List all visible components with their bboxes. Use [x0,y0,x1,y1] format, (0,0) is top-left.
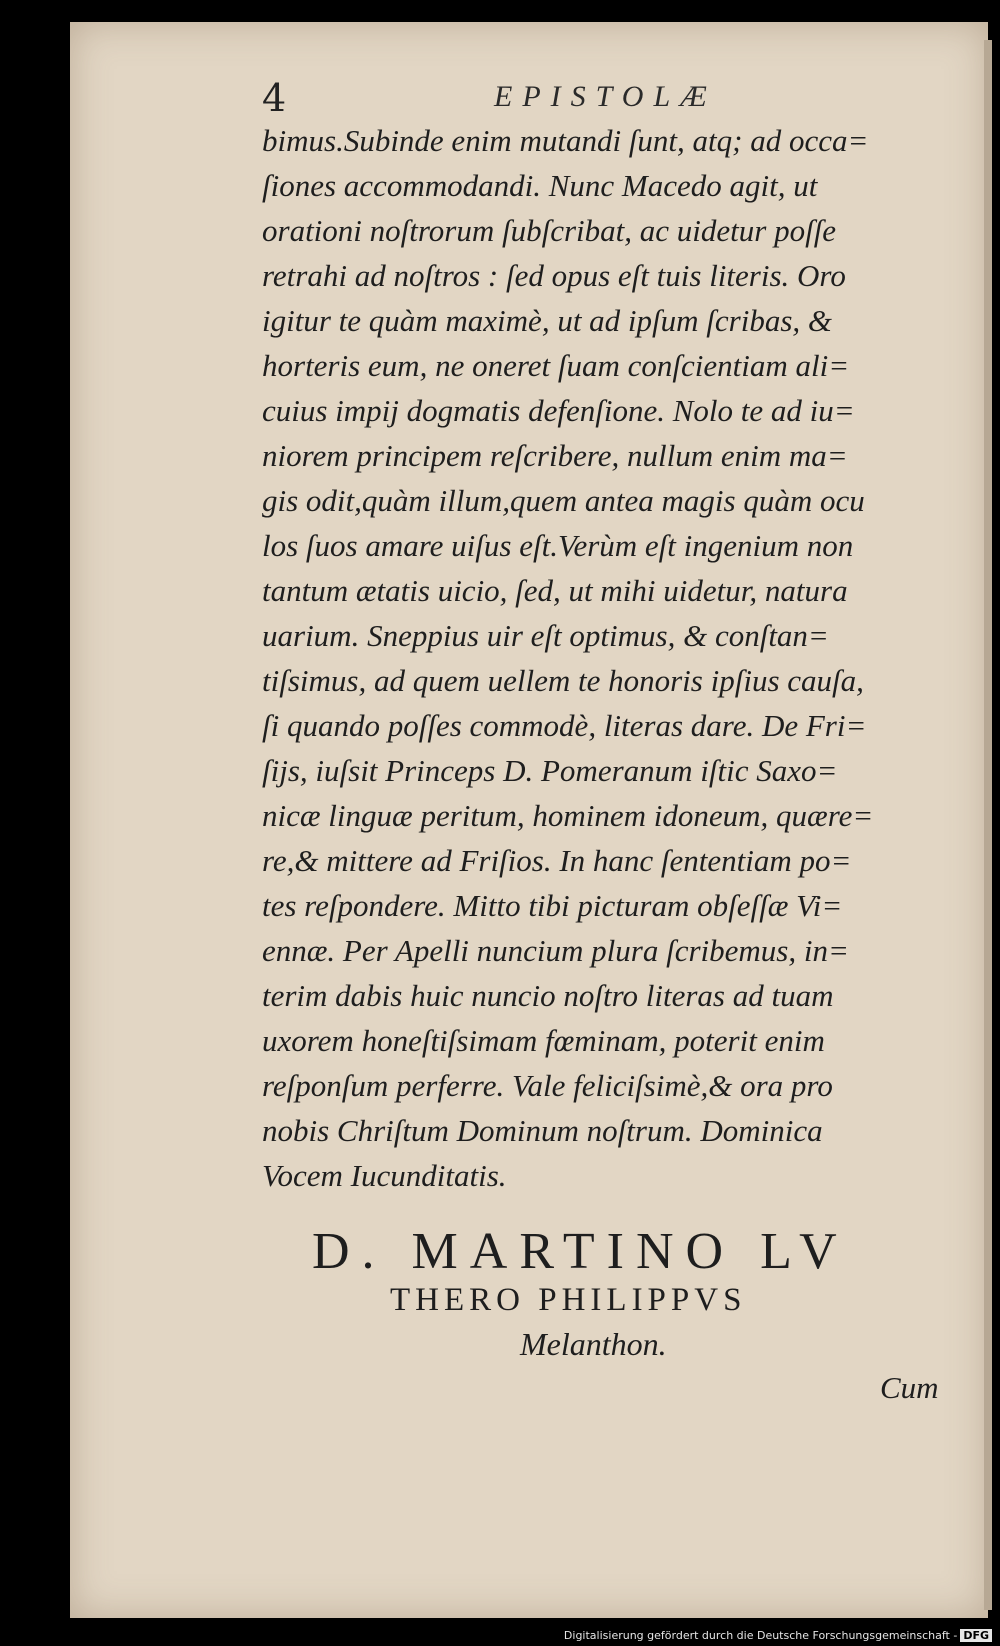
letter-heading-line-3: Melanthon. [520,1326,667,1362]
text-line: cuius impij dogmatis defenſione. Nolo te ad iu= [262,393,855,428]
dfg-logo: DFG [960,1629,992,1642]
text-line: igitur te quàm maximè, ut ad ipſum ſcribas, & [262,303,833,338]
page-edge [984,40,992,1610]
text-line: retrahi ad noſtros : ſed opus eſt tuis literis. Oro [262,258,846,293]
text-line: tantum ætatis uicio, ſed, ut mihi uidetur, natura [262,573,848,608]
text-line: ſiones accommodandi. Nunc Macedo agit, ut [262,168,818,203]
text-line: los ſuos amare uiſus eſt.Verùm eſt ingenium non [262,528,854,563]
text-line: horteris eum, ne oneret ſuam conſcientiam ali= [262,348,850,383]
text-line: ſijs, iuſsit Princeps D. Pomeranum iſtic Saxo= [262,753,838,788]
text-line: tiſsimus, ad quem uellem te honoris ipſius cauſa, [262,663,864,698]
catchword: Cum [880,1370,939,1405]
digitization-footer [564,1629,992,1642]
running-title: EPISTOLÆ [494,80,717,113]
letter-body [262,118,962,1198]
footer-text: Digitalisierung gefördert durch die Deutsche Forschungsgemeinschaft - [563,1629,958,1642]
text-line: Vocem Iucunditatis. [262,1158,507,1193]
letter-heading-line-1: D. MARTINO LV [312,1223,849,1280]
text-line: terim dabis huic nuncio noſtro literas ad tuam [262,978,834,1013]
text-line: nobis Chriſtum Dominum noſtrum. Dominica [262,1113,823,1148]
text-line: tes reſpondere. Mitto tibi picturam obſeſſæ Vi= [262,888,843,923]
letter-heading-line-2: THERO PHILIPPVS [390,1282,747,1318]
text-line: uxorem honeſtiſsimam fœminam, poterit enim [262,1023,825,1058]
text-line: reſponſum perferre. Vale feliciſsimè,& ora pro [262,1068,833,1103]
text-line: nicæ linguæ peritum, hominem idoneum, quære= [262,798,874,833]
text-line: ennæ. Per Apelli nuncium plura ſcribemus, in= [262,933,849,968]
text-line: uarium. Sneppius uir eſt optimus, & conſtan= [262,618,829,653]
text-line: niorem principem reſcribere, nullum enim ma= [262,438,848,473]
text-line: bimus.Subinde enim mutandi ſunt, atq; ad occa= [262,123,869,158]
text-line: gis odit,quàm illum,quem antea magis quàm ocu [262,483,865,518]
page-number: 4 [262,76,287,120]
text-line: ſi quando poſſes commodè, literas dare. De Fri= [262,708,867,743]
text-line: orationi noſtrorum ſubſcribat, ac uidetur poſſe [262,213,837,248]
text-line: re,& mittere ad Friſios. In hanc ſententiam po= [262,843,852,878]
